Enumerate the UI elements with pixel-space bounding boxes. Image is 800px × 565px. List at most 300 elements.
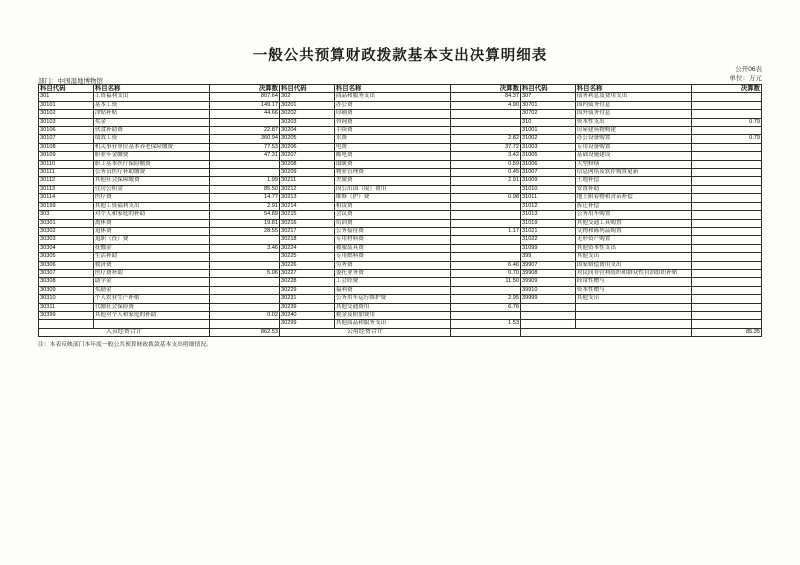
subject-code: 39908 [520,269,575,277]
header-code-2: 科目代码 [279,85,334,93]
subject-name: 个人农业生产补贴 [93,295,209,303]
subject-code: 30205 [279,135,334,143]
subject-amount: 0.45 [450,169,520,177]
subject-amount [209,261,279,269]
subject-name: 助学金 [93,278,209,286]
subject-amount [209,278,279,286]
subject-amount [209,160,279,168]
subject-code: 30308 [39,278,94,286]
subject-amount: 54.89 [209,211,279,219]
subject-amount [450,110,520,118]
header-amount-1: 决算数 [209,85,279,93]
subject-code: 30206 [279,143,334,151]
subject-name: 安置补助 [575,185,691,193]
personnel-total-value: 862.53 [209,328,279,336]
subject-code: 30209 [279,169,334,177]
subject-amount: 4.90 [450,101,520,109]
subject-amount [691,211,761,219]
subject-name: 劳务费 [334,261,450,269]
subject-amount [450,311,520,319]
subject-amount [691,261,761,269]
summary-spacer [520,328,691,336]
subject-code: 30217 [279,227,334,235]
empty-cell [520,311,575,319]
subject-code: 30110 [39,160,94,168]
table-row [39,194,762,202]
subject-amount: 85.50 [209,185,279,193]
subject-amount [209,303,279,311]
subject-name: 税金及附加费用 [334,311,450,319]
subject-name: 职业年金缴费 [93,152,209,160]
subject-name: 福利费 [334,286,450,294]
subject-name: 专用材料费 [334,236,450,244]
subject-amount [450,127,520,135]
personnel-total-label: 人员经费合计 [39,328,210,336]
subject-code: 30304 [39,244,94,252]
subject-code: 30302 [39,227,94,235]
subject-amount: 44.66 [209,110,279,118]
public-total-label: 公用经费合计 [279,328,450,336]
subject-code: 30213 [279,194,334,202]
subject-amount [209,118,279,126]
subject-amount [691,227,761,235]
form-code-block [730,66,763,84]
subject-name: 公务员医疗补助缴费 [93,169,209,177]
subject-code: 30216 [279,219,334,227]
subject-name: 其他社会保障缴费 [93,177,209,185]
subject-amount: 3.42 [450,152,520,160]
empty-cell [93,320,209,328]
subject-name: 地上附着物和青苗补偿 [575,194,691,202]
empty-cell [520,303,575,311]
empty-cell [691,303,761,311]
subject-amount: 3.46 [209,244,279,252]
table-row [39,152,762,160]
table-row [39,311,762,319]
subject-code: 30702 [520,110,575,118]
subject-code: 30227 [279,269,334,277]
subject-amount: 2.95 [450,295,520,303]
subject-amount [450,219,520,227]
subject-name: 机关事业单位基本养老保险缴费 [93,143,209,151]
subject-code: 31001 [520,127,575,135]
subject-code: 30203 [279,118,334,126]
table-row [39,93,762,101]
subject-code: 30239 [279,303,334,311]
subject-amount: 84.37 [450,93,520,101]
subject-name: 职工基本医疗保险缴费 [93,160,209,168]
subject-code: 30201 [279,101,334,109]
empty-cell [691,311,761,319]
subject-amount [691,93,761,101]
subject-code: 30226 [279,261,334,269]
department-label: 部门：中国湿地博物馆 [38,78,103,85]
subject-amount [450,185,520,193]
subject-name: 咨询费 [334,118,450,126]
subject-name: 其他交通工具购置 [575,219,691,227]
subject-code: 31011 [520,194,575,202]
summary-row [39,328,762,336]
subject-amount: 1.53 [450,320,520,328]
subject-name: 基础设施建设 [575,152,691,160]
table-row [39,169,762,177]
subject-code: 30310 [39,295,94,303]
table-row [39,211,762,219]
subject-name: 印刷费 [334,110,450,118]
subject-amount [691,152,761,160]
subject-amount [209,295,279,303]
subject-name: 邮电费 [334,152,450,160]
subject-name: 维修（护）费 [334,194,450,202]
subject-code: 399 [520,253,575,261]
subject-name: 离休费 [93,219,209,227]
subject-name: 信息网络及软件购置更新 [575,169,691,177]
table-row [39,101,762,109]
public-total-value [450,328,520,336]
header-name-1: 科目名称 [93,85,209,93]
subject-name: 公务接待费 [334,227,450,235]
empty-cell [691,320,761,328]
subject-name: 办公设备购置 [575,135,691,143]
subject-name: 工会经费 [334,278,450,286]
table-row [39,227,762,235]
subject-code: 30102 [39,110,94,118]
subject-name: 资本性支出 [575,118,691,126]
subject-code: 30214 [279,202,334,210]
subject-name: 其他支出 [575,253,691,261]
table-row [39,236,762,244]
subject-name: 绩效工资 [93,135,209,143]
subject-name: 其他支出 [575,295,691,303]
subject-name: 对民间非营利组织和群众性自治组织补贴 [575,269,691,277]
subject-amount: 11.50 [450,278,520,286]
subject-code: 30225 [279,253,334,261]
subject-code: 30211 [279,177,334,185]
table-row [39,261,762,269]
subject-amount: 807.64 [209,93,279,101]
subject-code: 30229 [279,286,334,294]
subject-name: 医疗费 [93,194,209,202]
budget-detail-table [38,84,762,337]
subject-name: 无形资产购置 [575,236,691,244]
table-row [39,202,762,210]
subject-code: 31013 [520,211,575,219]
subject-name: 土地补偿 [575,177,691,185]
subject-code: 307 [520,93,575,101]
subject-amount [450,286,520,294]
subject-amount [691,110,761,118]
header-amount-3: 决算数 [691,85,761,93]
subject-code: 30106 [39,127,94,135]
subject-name: 债务利息及费用支出 [575,93,691,101]
subject-code: 39999 [520,295,575,303]
subject-code: 30103 [39,118,94,126]
subject-amount [691,185,761,193]
subject-amount [691,219,761,227]
subject-code: 30202 [279,110,334,118]
subject-code: 30307 [39,269,94,277]
subject-name: 大型修缮 [575,160,691,168]
subject-code: 30309 [39,286,94,294]
subject-name: 退休费 [93,227,209,235]
subject-amount: 6.46 [450,261,520,269]
subject-code: 30113 [39,185,94,193]
page-title: 一般公共预算财政拨款基本支出决算明细表 [252,47,548,64]
subject-code: 30199 [39,202,94,210]
subject-amount: 0.70 [450,269,520,277]
subject-code: 30107 [39,135,94,143]
subject-code: 302 [279,93,334,101]
subject-name: 奖励金 [93,286,209,294]
subject-name: 国家赔偿费用支出 [575,261,691,269]
subject-amount [450,118,520,126]
subject-amount: 1.99 [209,177,279,185]
subject-name: 商品和服务支出 [334,93,450,101]
subject-code: 31022 [520,236,575,244]
subject-code: 31099 [520,244,575,252]
subject-code: 31012 [520,202,575,210]
subject-code: 30109 [39,152,94,160]
table-row [39,320,762,328]
subject-code: 30101 [39,101,94,109]
subject-name: 资本性赠与 [575,286,691,294]
subject-name: 国外债务付息 [575,110,691,118]
subject-amount [691,194,761,202]
subject-code: 31010 [520,185,575,193]
subject-code: 39907 [520,261,575,269]
table-row [39,127,762,135]
header-code-3: 科目代码 [520,85,575,93]
form-code: 公开06表 [735,66,762,73]
subject-code: 30240 [279,311,334,319]
subject-name: 津贴补贴 [93,110,209,118]
subject-name: 因公出国（境）费用 [334,185,450,193]
table-row [39,219,762,227]
subject-amount: 14.77 [209,194,279,202]
subject-amount [209,236,279,244]
subject-amount [450,236,520,244]
subject-amount [691,101,761,109]
subject-code: 301 [39,93,94,101]
subject-amount: 77.53 [209,143,279,151]
subject-code: 30301 [39,219,94,227]
subject-name: 公务用车运行维护费 [334,295,450,303]
subject-code: 30306 [39,261,94,269]
subject-name: 退职（役）费 [93,236,209,244]
subject-code: 30299 [279,320,334,328]
subject-name: 代缴社会保险费 [93,303,209,311]
subject-amount: 0.02 [209,311,279,319]
subject-name: 专用设备购置 [575,143,691,151]
subject-code: 30208 [279,160,334,168]
header-name-2: 科目名称 [334,85,450,93]
table-row [39,278,762,286]
subject-amount: 0.98 [450,194,520,202]
subject-code: 39909 [520,278,575,286]
subject-name: 救济费 [93,261,209,269]
table-row [39,177,762,185]
subject-name: 经常性赠与 [575,278,691,286]
subject-code: 31021 [520,227,575,235]
table-row [39,143,762,151]
table-note: 注：本表反映部门本年度一般公共预算财政拨款基本支出明细情况。 [38,342,212,348]
subject-amount: 19.81 [209,219,279,227]
subject-name: 奖金 [93,118,209,126]
subject-name: 专用燃料费 [334,253,450,261]
subject-code: 31003 [520,143,575,151]
subject-code: 31006 [520,160,575,168]
subject-name: 委托业务费 [334,269,450,277]
subject-amount: 5.06 [209,269,279,277]
subject-amount: 0.79 [691,118,761,126]
subject-amount [691,177,761,185]
subject-amount [450,244,520,252]
table-row [39,244,762,252]
subject-amount: 47.31 [209,152,279,160]
table-row [39,269,762,277]
subject-amount: 2.82 [450,135,520,143]
subject-amount [691,127,761,135]
subject-name: 住房公积金 [93,185,209,193]
table-row [39,286,762,294]
subject-code: 39910 [520,286,575,294]
header-amount-2: 决算数 [450,85,520,93]
subject-amount [691,295,761,303]
subject-name: 差旅费 [334,177,450,185]
table-row [39,253,762,261]
subject-name: 房屋建筑物购建 [575,127,691,135]
subject-code: 30224 [279,244,334,252]
amount-unit: 单位：万元 [729,74,762,82]
subject-amount: 0.59 [450,160,520,168]
subject-name: 其他对个人和家庭的补助 [93,311,209,319]
subject-code: 31009 [520,177,575,185]
subject-amount: 149.17 [209,101,279,109]
subject-amount: 6.76 [450,303,520,311]
subject-name: 被服装具费 [334,244,450,252]
subject-amount [691,169,761,177]
subject-name: 公务用车购置 [575,211,691,219]
subject-code: 30112 [39,177,94,185]
subject-name: 其他商品和服务支出 [334,320,450,328]
subject-code: 310 [520,118,575,126]
subject-code: 30305 [39,253,94,261]
subject-amount: 2.91 [209,202,279,210]
table-row [39,118,762,126]
subject-amount: 2.91 [450,177,520,185]
table-row [39,160,762,168]
empty-cell [575,320,691,328]
table-row [39,303,762,311]
table-row [39,135,762,143]
header-row [39,85,762,93]
subject-code: 30204 [279,127,334,135]
subject-amount [450,211,520,219]
public-total-value-right: 85.35 [691,328,761,336]
subject-name: 拆迁补偿 [575,202,691,210]
subject-code: 30228 [279,278,334,286]
subject-name: 其他资本性支出 [575,244,691,252]
subject-code: 30114 [39,194,94,202]
empty-cell [575,311,691,319]
subject-name: 电费 [334,143,450,151]
subject-name: 水费 [334,135,450,143]
subject-code: 30212 [279,185,334,193]
subject-code: 31007 [520,169,575,177]
table-header [39,85,762,93]
subject-name: 物业管理费 [334,169,450,177]
subject-name: 其他工资福利支出 [93,202,209,210]
subject-amount [691,253,761,261]
subject-name: 办公费 [334,101,450,109]
subject-name: 医疗费补助 [93,269,209,277]
subject-amount [691,286,761,294]
subject-amount: 28.55 [209,227,279,235]
subject-code: 30701 [520,101,575,109]
subject-code: 303 [39,211,94,219]
subject-name: 抚恤金 [93,244,209,252]
empty-cell [39,320,94,328]
header-code-1: 科目代码 [39,85,94,93]
subject-name: 基本工资 [93,101,209,109]
subject-name: 文物和陈列品购置 [575,227,691,235]
subject-code: 30207 [279,152,334,160]
subject-amount [691,236,761,244]
subject-amount: 360.94 [209,135,279,143]
subject-name: 租赁费 [334,202,450,210]
empty-cell [520,320,575,328]
subject-code: 30215 [279,211,334,219]
subject-amount [209,169,279,177]
subject-code: 30311 [39,303,94,311]
table-row [39,185,762,193]
header-name-3: 科目名称 [575,85,691,93]
subject-amount [691,160,761,168]
subject-code: 31005 [520,152,575,160]
table-body [39,93,762,328]
subject-name: 其他交通费用 [334,303,450,311]
subject-amount [691,202,761,210]
empty-cell [209,320,279,328]
subject-code: 31002 [520,135,575,143]
subject-name: 培训费 [334,219,450,227]
subject-code: 31019 [520,219,575,227]
subject-code: 30111 [39,169,94,177]
subject-amount [450,253,520,261]
table-row [39,110,762,118]
subject-amount [691,244,761,252]
subject-code: 30108 [39,143,94,151]
subject-amount: 22.87 [209,127,279,135]
subject-name: 对个人和家庭的补助 [93,211,209,219]
subject-amount [691,278,761,286]
table-row [39,295,762,303]
subject-code: 30231 [279,295,334,303]
table-footer [39,328,762,336]
subject-name: 取暖费 [334,160,450,168]
subject-amount [450,202,520,210]
subject-amount [691,269,761,277]
subject-amount: 37.72 [450,143,520,151]
subject-name: 伙食补助费 [93,127,209,135]
subject-code: 30399 [39,311,94,319]
subject-amount [691,143,761,151]
subject-code: 30303 [39,236,94,244]
subject-code: 30218 [279,236,334,244]
subject-name: 生活补助 [93,253,209,261]
subject-amount [209,253,279,261]
subject-amount: 1.17 [450,227,520,235]
